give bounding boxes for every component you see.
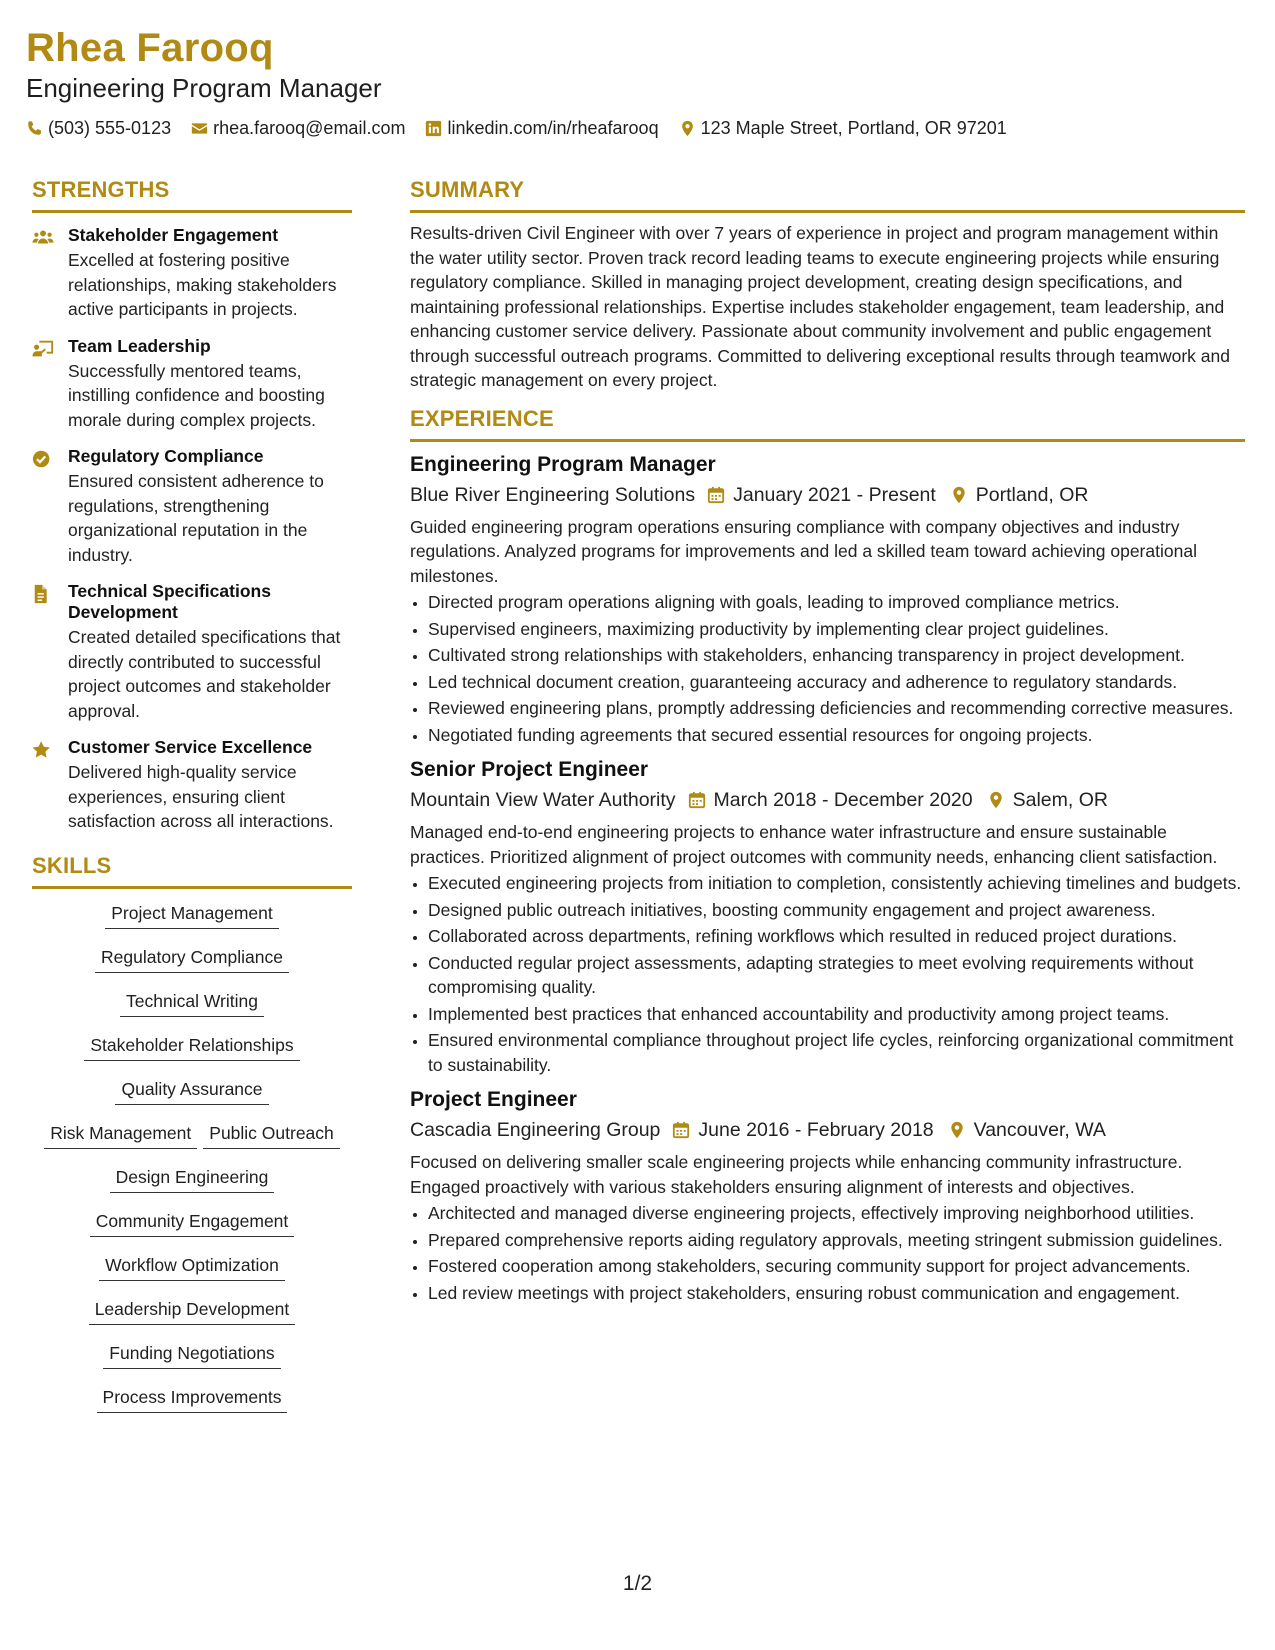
candidate-name: Rhea Farooq [26,26,274,70]
job-bullet: • Led technical document creation, guaranteeing accuracy and adherence to regulatory standards. [428,670,1245,695]
section-divider [32,210,352,213]
job-bullet: • Prepared comprehensive reports aiding regulatory approvals, meeting stringent submission guidelines. [428,1228,1245,1253]
job-entry [410,1087,1245,1305]
envelope-icon [191,120,208,137]
skills-heading: SKILLS [32,852,112,878]
skill-tag: Technical Writing [120,989,264,1017]
skills-list [32,901,352,1429]
strength-description: Excelled at fostering positive relationships, making stakeholders active participants in projects. [68,250,337,319]
job-bullet: • Executed engineering projects from initiation to completion, consistently achieving timelines and budgets. [428,871,1245,896]
job-meta [410,786,1245,814]
strength-item [32,446,352,567]
calendar-icon [707,486,725,504]
job-meta [410,481,1245,509]
job-bullets [410,1201,1245,1305]
strength-item [32,336,352,433]
contact-phone[interactable] [26,116,171,140]
strength-title: Regulatory Compliance [68,446,264,466]
job-bullet: • Architected and managed diverse engineering projects, effectively improving neighborhood utilities. [428,1201,1245,1226]
job-bullet: • Conducted regular project assessments, adapting strategies to meet evolving requirements without compromising quality. [428,951,1245,1000]
email-text: rhea.farooq@email.com [213,118,406,138]
job-location: Vancouver, WA [973,1119,1106,1141]
section-divider [410,210,1245,213]
job-location: Salem, OR [1012,789,1108,811]
job-bullet: • Ensured environmental compliance throughout project life cycles, reinforcing organizational commitment to sustainability. [428,1028,1245,1077]
strengths-section [32,176,352,834]
job-bullet: • Directed program operations aligning with goals, leading to improved compliance metrics. [428,590,1245,615]
linkedin-icon [425,120,442,137]
right-column [410,176,1245,1307]
job-location: Portland, OR [975,483,1089,506]
job-entry [410,757,1245,1077]
job-description: Managed end-to-end engineering projects to enhance water infrastructure and ensure sustainable practices. Prioritized alignment of project outcomes with community needs, enhancing client satisfaction. [410,822,1218,867]
skill-tag: Quality Assurance [115,1077,268,1105]
strength-title: Team Leadership [68,335,211,356]
strength-item [32,225,352,322]
strength-description: Created detailed specifications that directly contributed to successful project outcomes and stakeholder approval. [68,627,341,721]
skill-tag: Project Management [105,901,278,929]
address-text: 123 Maple Street, Portland, OR 97201 [700,118,1007,138]
job-bullets [410,871,1245,1077]
job-bullet: • Led review meetings with project stakeholders, ensuring robust communication and engagement. [428,1281,1245,1306]
skill-tag: Regulatory Compliance [95,945,289,973]
job-title: Project Engineer [410,1088,577,1111]
candidate-title: Engineering Program Manager [26,73,382,103]
job-bullets [410,590,1245,747]
map-pin-icon [948,1121,966,1139]
strength-title: Stakeholder Engagement [68,225,279,245]
skill-tag: Stakeholder Relationships [84,1033,299,1061]
skill-tag: Public Outreach [203,1121,340,1149]
section-divider [32,886,352,889]
summary-heading: SUMMARY [410,177,525,202]
job-bullet: • Collaborated across departments, refining workflows which resulted in reduced project durations. [428,924,1245,949]
job-entry [410,452,1245,748]
contact-email[interactable] [191,116,405,140]
strength-description: Ensured consistent adherence to regulations, strengthening organizational reputation in the industry. [68,471,324,565]
map-pin-icon [679,120,696,137]
job-bullet: • Negotiated funding agreements that secured essential resources for ongoing projects. [428,723,1245,748]
star-icon [32,740,54,760]
calendar-icon [688,791,706,809]
strengths-heading: STRENGTHS [32,177,170,202]
skill-tag: Workflow Optimization [99,1253,285,1281]
job-title: Engineering Program Manager [410,452,716,476]
skill-tag: Design Engineering [110,1165,275,1193]
linkedin-text: linkedin.com/in/rheafarooq [447,118,659,138]
summary-section [410,176,1245,393]
job-company: Blue River Engineering Solutions [410,483,696,506]
section-divider [410,439,1245,442]
jobs-list [410,452,1245,1306]
skill-tag: Leadership Development [89,1297,296,1325]
strengths-list [32,225,352,834]
resume-header [26,24,1246,140]
strength-item [32,581,352,723]
strength-title: Technical Specifications Development [68,581,271,622]
skill-tag: Funding Negotiations [103,1341,280,1369]
job-title: Senior Project Engineer [410,758,649,781]
skill-tag: Risk Management [44,1121,197,1149]
skills-section [32,852,352,1429]
map-pin-icon [950,486,968,504]
document-icon [32,584,54,604]
page-number: 1/2 [622,1572,653,1595]
summary-text: Results-driven Civil Engineer with over 7 years of experience in project and program management within the water utility sector. Proven track record leading teams to execute engineering projects while ensuring regulatory compliance. Skilled in managing project development, creating design specifications, and maintaining professional relationships. Expertise includes stakeholder engagement, team leadership, and enhancing customer service delivery. Passionate about community involvement and public engagement through successful outreach programs. Committed to delivering exceptional results through teamwork and strategic management on every project. [410,223,1230,390]
job-description: Guided engineering program operations ensuring compliance with company objectives and industry regulations. Analyzed programs for improvements and led a skilled team toward achieving operational milestones. [410,516,1197,586]
job-bullet: • Supervised engineers, maximizing productivity by implementing clear project guidelines. [428,617,1245,642]
map-pin-icon [987,791,1005,809]
experience-section [410,405,1245,1306]
job-company: Mountain View Water Authority [410,789,676,811]
contact-linkedin[interactable] [425,116,658,140]
users-icon [32,228,54,248]
job-dates: March 2018 - December 2020 [713,789,973,811]
job-bullet: • Reviewed engineering plans, promptly addressing deficiencies and recommending corrective measures. [428,696,1245,721]
calendar-icon [672,1121,690,1139]
job-bullet: • Implemented best practices that enhanced accountability and productivity among project teams. [428,1002,1245,1027]
job-dates: January 2021 - Present [733,483,936,506]
job-company: Cascadia Engineering Group [410,1119,661,1141]
phone-icon [26,120,43,137]
skill-tag: Community Engagement [90,1209,295,1237]
chalkboard-teacher-icon [32,339,54,359]
job-bullet: • Fostered cooperation among stakeholders, securing community support for project advancements. [428,1254,1245,1279]
contact-address [679,116,1007,140]
skill-tag: Process Improvements [97,1385,288,1413]
job-meta [410,1116,1245,1144]
strength-description: Delivered high-quality service experiences, ensuring client satisfaction across all interactions. [68,762,334,831]
strength-description: Successfully mentored teams, instilling confidence and boosting morale during complex projects. [68,360,325,430]
job-description: Focused on delivering smaller scale engineering projects while enhancing community infrastructure. Engaged proactively with various stakeholders ensuring alignment of interests and objectives. [410,1152,1183,1197]
job-bullet: • Designed public outreach initiatives, boosting community engagement and project awareness. [428,898,1245,923]
strength-title: Customer Service Excellence [68,737,313,757]
phone-text: (503) 555-0123 [48,118,172,138]
job-dates: June 2016 - February 2018 [698,1119,934,1141]
strength-item [32,737,352,834]
left-column [32,176,352,1429]
experience-heading: EXPERIENCE [410,405,554,431]
job-bullet: • Cultivated strong relationships with stakeholders, enhancing transparency in project development. [428,643,1245,668]
check-circle-icon [32,449,54,469]
contact-bar [26,116,1246,140]
